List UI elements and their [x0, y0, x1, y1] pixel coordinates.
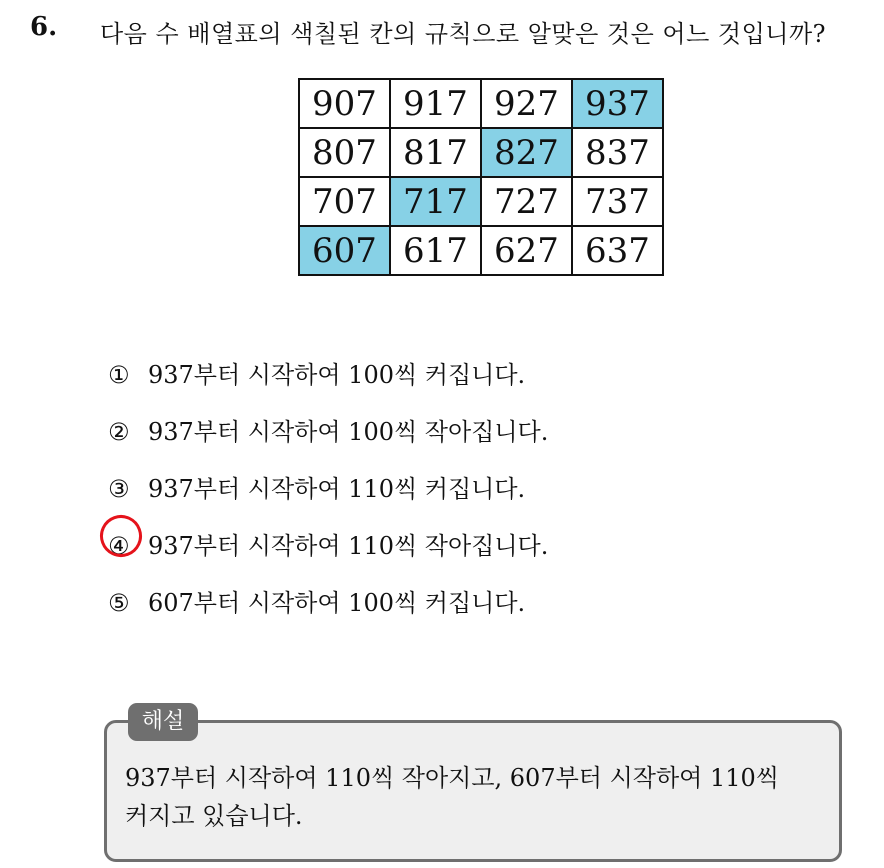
- choice-mark: ⑤: [108, 589, 130, 617]
- choice-text: 937부터 시작하여 110씩 작아집니다.: [148, 532, 549, 560]
- choice-mark: ③: [108, 475, 130, 503]
- table-cell: 917: [390, 79, 481, 128]
- table-cell-highlighted: 607: [299, 226, 390, 275]
- table-row: [299, 128, 663, 177]
- table-cell-highlighted: 717: [390, 177, 481, 226]
- choice-2[interactable]: [108, 412, 808, 469]
- table-row: [299, 226, 663, 275]
- choice-mark: ④: [108, 532, 130, 560]
- solution-text: [125, 759, 825, 835]
- choice-mark: ②: [108, 418, 130, 446]
- choice-3[interactable]: [108, 469, 808, 526]
- table-row: [299, 177, 663, 226]
- table-cell: 837: [572, 128, 663, 177]
- table-cell: 617: [390, 226, 481, 275]
- table-row: [299, 79, 663, 128]
- choice-mark: ①: [108, 361, 130, 389]
- choice-1[interactable]: [108, 355, 808, 412]
- choice-list: [108, 355, 808, 640]
- solution-line-1: 937부터 시작하여 110씩 작아지고, 607부터 시작하여 110씩: [125, 764, 779, 792]
- question-header: [0, 0, 884, 60]
- table-cell-highlighted: 937: [572, 79, 663, 128]
- choice-4[interactable]: [108, 526, 808, 583]
- table-cell: 727: [481, 177, 572, 226]
- table-cell: 907: [299, 79, 390, 128]
- choice-text: 937부터 시작하여 100씩 커집니다.: [148, 361, 526, 389]
- table-cell: 707: [299, 177, 390, 226]
- table-cell: 807: [299, 128, 390, 177]
- solution-box: [104, 720, 842, 862]
- table-cell: 927: [481, 79, 572, 128]
- table-cell: 817: [390, 128, 481, 177]
- table-cell-highlighted: 827: [481, 128, 572, 177]
- question-number: 6.: [30, 12, 58, 42]
- number-table: [298, 78, 664, 276]
- table-cell: 627: [481, 226, 572, 275]
- solution-label: 해설: [128, 703, 198, 741]
- table-cell: 637: [572, 226, 663, 275]
- choice-text: 937부터 시작하여 110씩 커집니다.: [148, 475, 526, 503]
- choice-5[interactable]: [108, 583, 808, 640]
- choice-text: 937부터 시작하여 100씩 작아집니다.: [148, 418, 549, 446]
- table-cell: 737: [572, 177, 663, 226]
- choice-text: 607부터 시작하여 100씩 커집니다.: [148, 589, 526, 617]
- solution-line-2: 커지고 있습니다.: [125, 802, 303, 830]
- question-text: 다음 수 배열표의 색칠된 칸의 규칙으로 알맞은 것은 어느 것입니까?: [100, 20, 826, 48]
